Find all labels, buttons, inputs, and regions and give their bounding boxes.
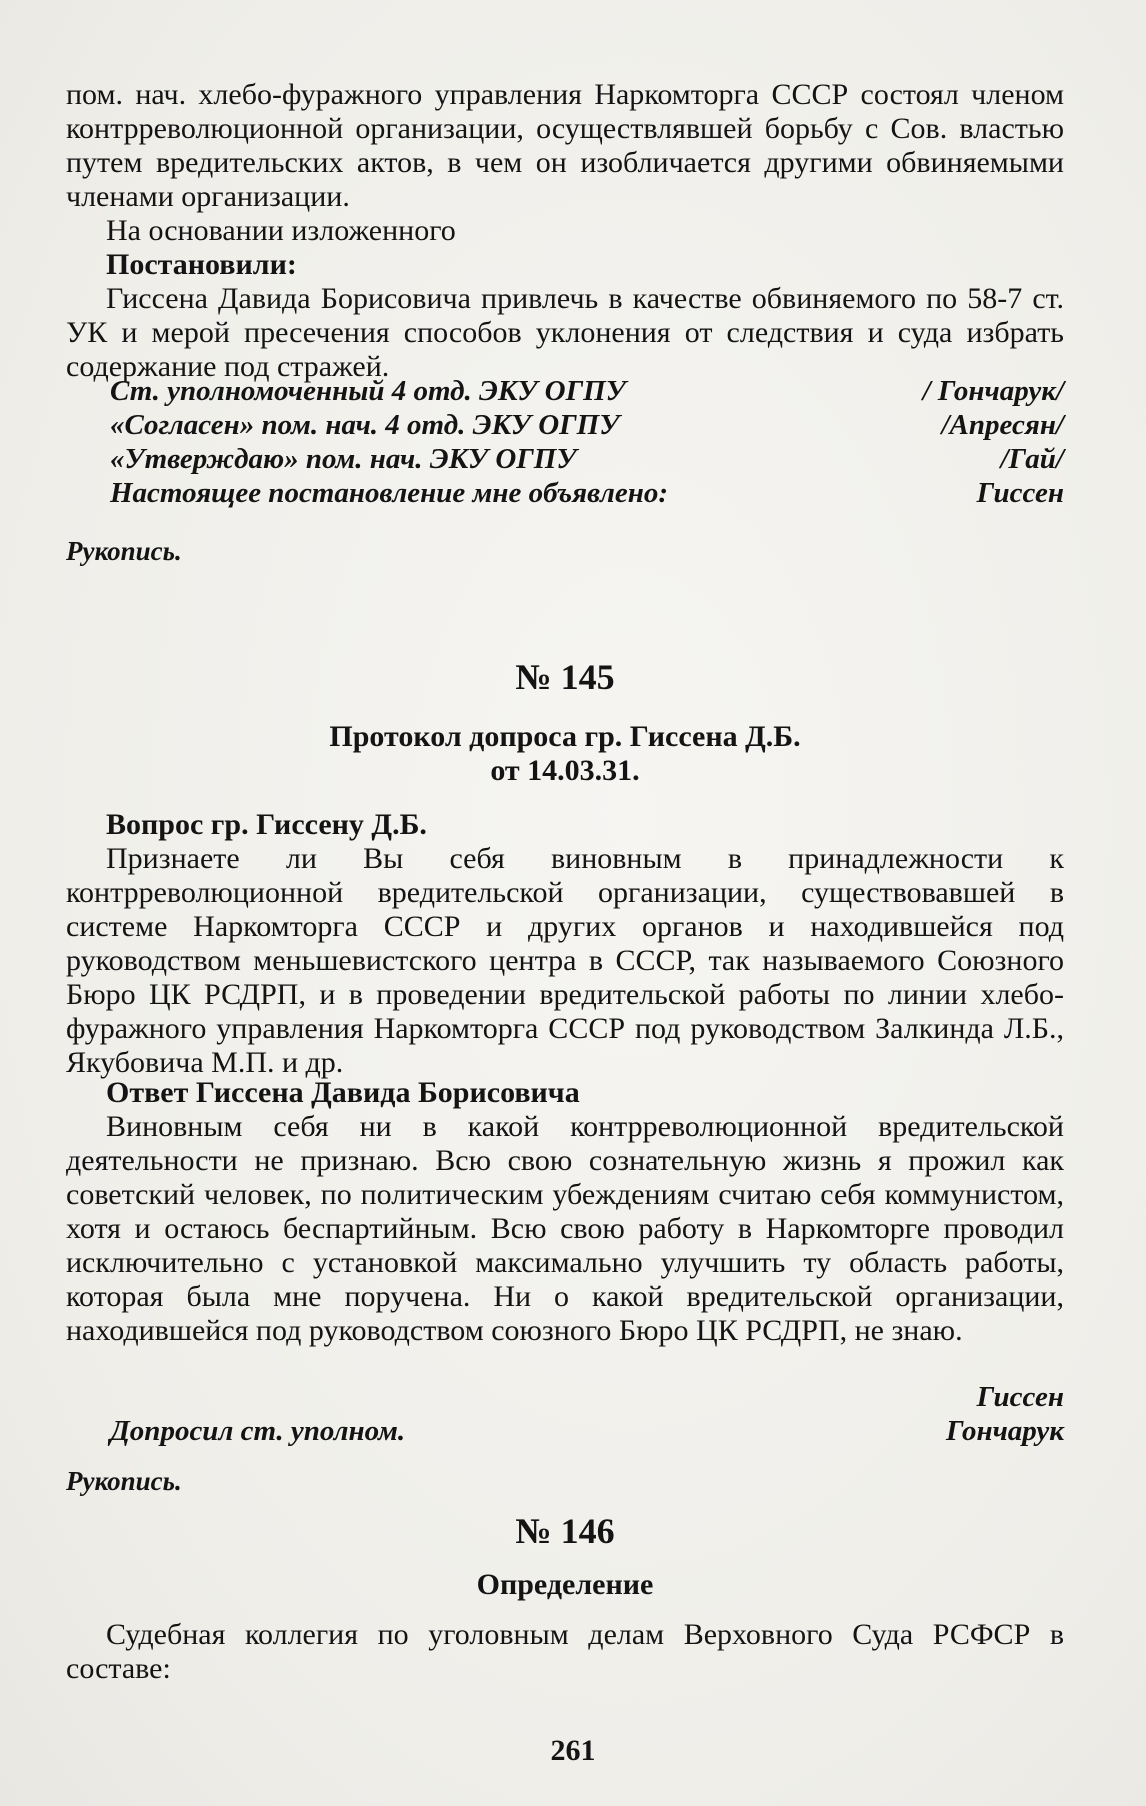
- answer-text: Виновным себя ни в какой контрреволюционной вредительской деятельности не признаю. Всю свою сознательную жизнь я прожил как советский человек, по политическим убеждениям считаю себя коммунистом, хотя и остаюсь беспартийным. Всю свою работу в Наркомторге проводил исключительно с установкой максимально улучшить ту область работы, которая была мне поручена. Ни о какой вредительской организации, находившейся под руководством союзного Бюро ЦК РСДРП, не знаю.: [66, 1110, 1064, 1347]
- signature-title: «Согласен» пом. нач. 4 отд. ЭКУ ОГПУ: [110, 409, 620, 441]
- decision-paragraph: Гиссена Давида Борисовича привлечь в качестве обвиняемого по 58-7 ст. УК и мерой пресечения способов уклонения от следствия и суда избрать содержание под стражей.: [66, 282, 1064, 383]
- document-number: № 145: [515, 657, 615, 697]
- document-number: № 146: [515, 1511, 615, 1551]
- continuation-paragraph: пом. нач. хлебо-фуражного управления Наркомторга СССР состоял членом контрреволюционной организации, осуществлявшей борьбу с Сов. властью путем вредительских актов, в чем он изобличается другими обвиняемыми членами организации.: [66, 78, 1064, 213]
- decided-label: Постановили:: [106, 248, 297, 281]
- page-number: 261: [550, 1734, 596, 1767]
- question-text: Признаете ли Вы себя виновным в принадлежности к контрреволюционной вредительской организации, существовавшей в системе Наркомторга СССР и других органов и находившейся под руководством меньшевистского центра в СССР, так называемого Союзного Бюро ЦК РСДРП, и в проведении вредительской работы по линии хлебо-фуражного управления Наркомторга СССР под руководством Залкинда Л.Б., Якубовича М.П. и др.: [66, 842, 1064, 1079]
- source-note: Рукопись.: [66, 536, 182, 566]
- interrogator-title: Допросил ст. уполном.: [110, 1415, 406, 1447]
- signer-name: Гиссен: [976, 1381, 1064, 1413]
- interrogator-name: Гончарук: [945, 1415, 1064, 1447]
- question-label: Вопрос гр. Гиссену Д.Б.: [106, 808, 427, 841]
- document-date: от 14.03.31.: [490, 754, 640, 787]
- signature-name: /Гай/: [1000, 443, 1064, 475]
- signature-name: Гиссен: [976, 477, 1064, 509]
- signature-title: Настоящее постановление мне объявлено:: [110, 477, 669, 509]
- signature-title: Ст. уполномоченный 4 отд. ЭКУ ОГПУ: [110, 375, 626, 407]
- document-title: Протокол допроса гр. Гиссена Д.Б.: [329, 720, 801, 753]
- signature-name: / Гончарук/: [922, 375, 1064, 407]
- signature-title: «Утверждаю» пом. нач. ЭКУ ОГПУ: [110, 443, 577, 475]
- signature-name: /Апресян/: [941, 409, 1064, 441]
- basis-line: На основании изложенного: [106, 214, 456, 247]
- source-note: Рукопись.: [66, 1466, 182, 1496]
- document-text: Судебная коллегия по уголовным делам Верховного Суда РСФСР в составе:: [66, 1618, 1064, 1685]
- document-title: Определение: [476, 1568, 654, 1601]
- answer-label: Ответ Гиссена Давида Борисовича: [106, 1076, 580, 1109]
